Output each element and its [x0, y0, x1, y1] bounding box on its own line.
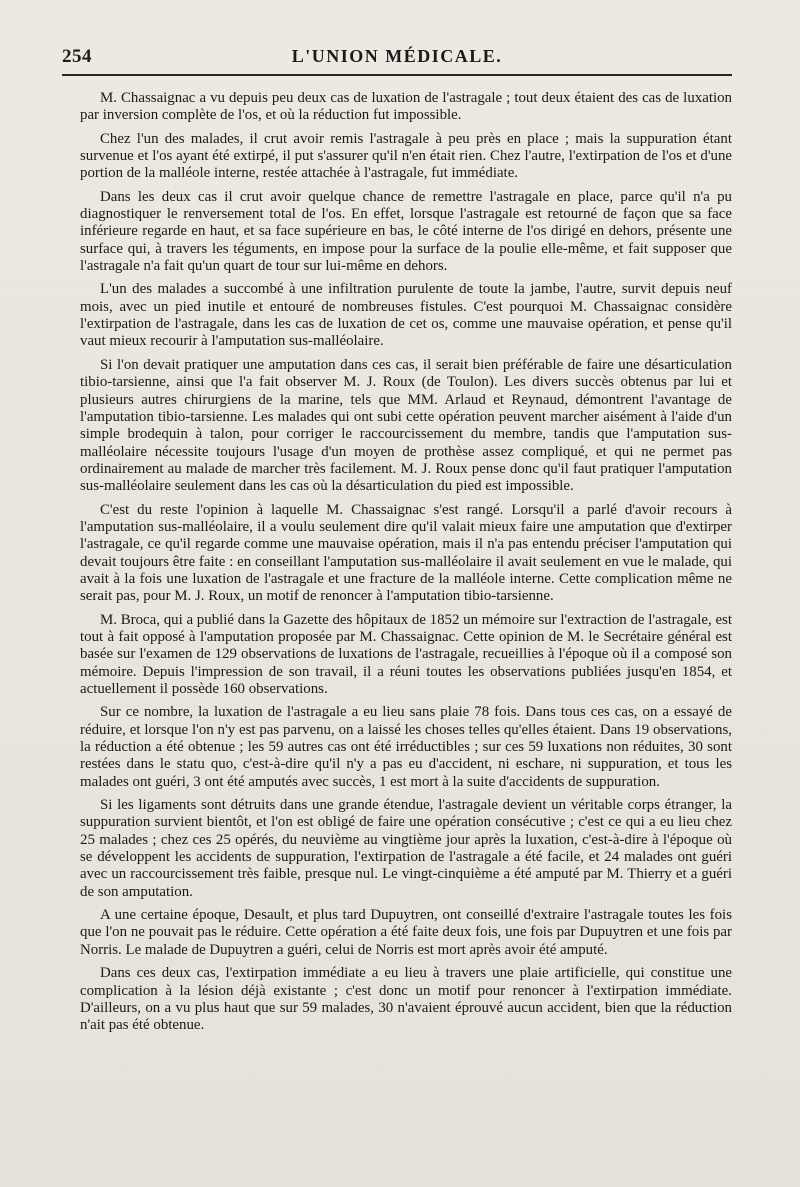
- header-rule: [62, 74, 732, 76]
- paragraph-1: M. Chassaignac a vu depuis peu deux cas de luxation de l'astragale ; tout deux étaient des cas de luxation par inversion complète de l'os, et où la réduction fut impossible.: [80, 90, 732, 124]
- paragraph-3: Dans les deux cas il crut avoir quelque chance de remettre l'astragale en place, parce qu'il n'a pu diagnostiquer le renversement total de l'os. En effet, lorsque l'astragale est retourné de façon que sa face inférieure regarde en haut, et sa face supérieure en bas, le côté interne de l'os dirigé en dehors, présente une surface qui, à travers les téguments, en impose pour la surface de la poulie elle-même, et fait supposer que l'astragale n'a fait qu'un quart de tour sur lui-même en dehors.: [80, 188, 732, 275]
- article-body: [80, 90, 732, 1035]
- paragraph-10: A une certaine époque, Desault, et plus tard Dupuytren, ont conseillé d'extraire l'astragale toutes les fois que l'on ne pouvait pas le réduire. Cette opération a été faite deux fois, une fois par Dupuytren et une fois par Norris. Le malade de Dupuytren a guéri, celui de Norris est mort après avoir été amputé.: [80, 907, 732, 958]
- paragraph-11: Dans ces deux cas, l'extirpation immédiate a eu lieu à travers une plaie artificielle, qui constitue une complication à la lésion déjà existante ; c'est donc un motif pour renoncer à l'extirpation immédiate. D'ailleurs, on a vu plus haut que sur 59 malades, 30 n'avaient éprouvé aucun accident, bien que la réduction n'ait pas été obtenue.: [80, 965, 732, 1034]
- paragraph-6: C'est du reste l'opinion à laquelle M. Chassaignac s'est rangé. Lorsqu'il a parlé d'avoir recours à l'amputation sus-malléolaire, il a voulu seulement dire qu'il valait mieux faire une amputation que d'extirper l'astragale, ce qu'il regarde comme une mauvaise opération, mais il n'a pas entendu préciser l'amputation qui devait toujours être faite : en conseillant l'amputation sus-malléolaire il avait seulement en vue le malade, qui avait à la fois une luxation de l'astragale et une fracture de la malléole interne. Cette complication même ne serait pas, pour M. J. Roux, un motif de renoncer à l'amputation tibio-tarsienne.: [80, 501, 732, 605]
- running-title: L'UNION MÉDICALE.: [291, 46, 503, 66]
- page-header: [62, 44, 732, 70]
- paragraph-5: Si l'on devait pratiquer une amputation dans ces cas, il serait bien préférable de faire une désarticulation tibio-tarsienne, ainsi que l'a fait observer M. J. Roux (de Toulon). Les divers succès obtenus par lui et plusieurs autres chirurgiens de la marine, tels que MM. Arlaud et Reynaud, démontrent l'avantage de l'amputation tibio-tarsienne. Les malades qui ont subi cette opération peuvent marcher aisément à l'aide d'un simple brodequin à talon, pour corriger le raccourcissement du membre, tandis que l'amputation sus-malléolaire nécessite toujours l'usage d'un moyen de prothèse assez compliqué, et qui ne permet pas ordinairement au malade de marcher très facilement. M. J. Roux pense donc qu'il faut pratiquer l'amputation sus-malléolaire seulement dans les cas où la désarticulation du pied est impossible.: [80, 356, 732, 495]
- paragraph-4: L'un des malades a succombé à une infiltration purulente de toute la jambe, l'autre, survit depuis neuf mois, avec un pied inutile et entouré de nombreuses fistules. C'est pourquoi M. Chassaignac considère l'extirpation de l'astragale, dans les cas de luxation de cet os, comme une mauvaise opération, et pense qu'il vaut mieux recourir à l'amputation sus-malléolaire.: [80, 281, 732, 350]
- paragraph-2: Chez l'un des malades, il crut avoir remis l'astragale à peu près en place ; mais la suppuration étant survenue et l'os ayant été extirpé, il put s'assurer qu'il n'en était rien. Chez l'autre, l'extirpation de l'os et d'une portion de la malléole interne, restée attachée à l'astragale, fut immédiate.: [80, 130, 732, 182]
- paragraph-8: Sur ce nombre, la luxation de l'astragale a eu lieu sans plaie 78 fois. Dans tous ces cas, on a essayé de réduire, et lorsque l'on n'y est pas parvenu, on a laissé les choses telles qu'elles étaient. Dans 19 observations, la réduction a été obtenue ; les 59 autres cas ont été irréductibles ; sur ces 59 luxations non réduites, 30 sont restées dans le statu quo, c'est-à-dire qu'il n'y a pas eu d'accident, ni eschare, ni suppuration, et tous les malades ont guéri, 3 ont été amputés avec succès, 1 est mort à la suite d'accidents de suppuration.: [80, 704, 732, 790]
- paragraph-7: M. Broca, qui a publié dans la Gazette des hôpitaux de 1852 un mémoire sur l'extraction de l'astragale, est tout à fait opposé à l'amputation proposée par M. Chassaignac. Cette opinion de M. le Secrétaire général est basée sur l'examen de 129 observations de luxations de l'astragale, recueillies à l'époque où il a composé son mémoire. Depuis l'impression de son travail, il a réuni toutes les observations publiées jusqu'en 1854, et actuellement il possède 160 observations.: [80, 611, 732, 697]
- paragraph-9: Si les ligaments sont détruits dans une grande étendue, l'astragale devient un véritable corps étranger, la suppuration survient bientôt, et l'on est obligé de faire une opération consécutive ; c'est ce qui a eu lieu chez 25 malades ; chez ces 25 opérés, du neuvième au vingtième jour après la luxation, c'est-à-dire à l'époque où se développent les accidents de suppuration, l'extirpation de l'astragale a été facile, et 24 malades ont guéri avec un raccourcissement très faible, presque nul. Le vingt-cinquième a été amputé par M. Thierry et a guéri de son amputation.: [80, 797, 732, 900]
- page-number: 254: [62, 46, 92, 67]
